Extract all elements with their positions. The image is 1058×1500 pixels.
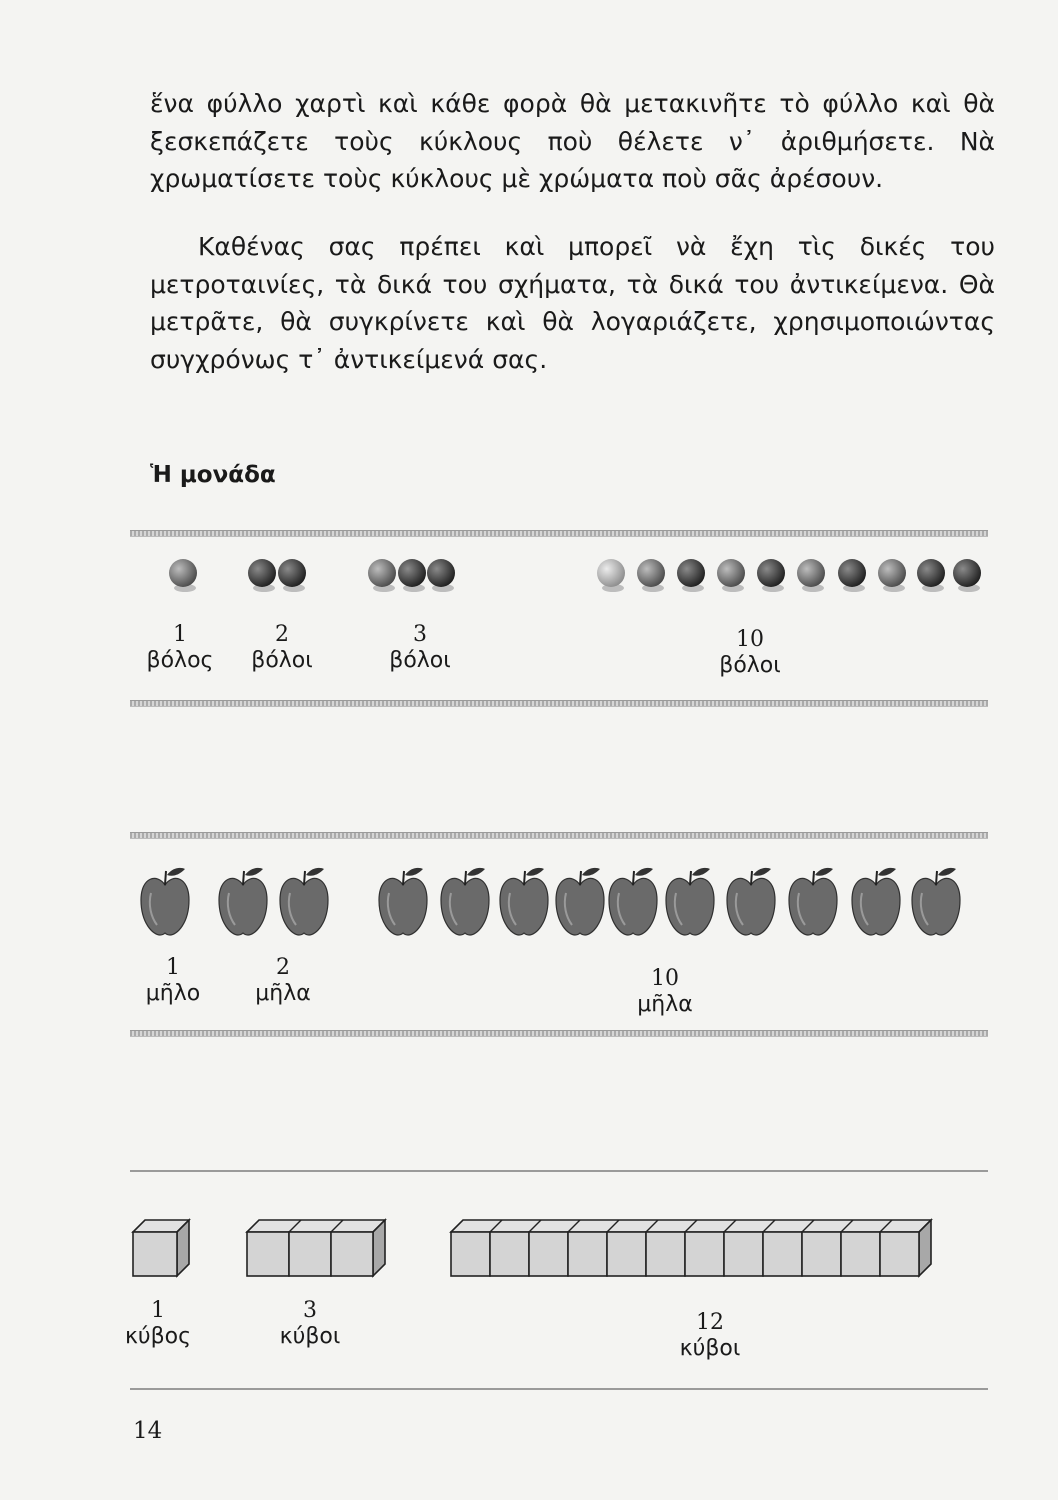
apple xyxy=(556,868,604,935)
marble-count: 1 xyxy=(173,622,187,647)
marble-label: βόλοι xyxy=(251,648,313,673)
cube xyxy=(607,1232,646,1276)
marble xyxy=(248,559,276,587)
paragraph-2: Καθένας σας πρέπει καὶ μπορεῖ νὰ ἔχη τὶς δικές του μετροταινίες, τὰ δικά του σχήματα, τὰ δικά του ἀντικείμενα. Θὰ μετρᾶτε, θὰ συγκρίνετε καὶ θὰ λογαριάζετε, χρησιμοποιώντας συγχρόνως τ᾽ ἀντικείμενά σας. xyxy=(150,232,995,374)
cube xyxy=(247,1232,289,1276)
cube-count: 1 xyxy=(151,1298,165,1323)
marble-count: 3 xyxy=(413,622,427,647)
divider xyxy=(130,1030,988,1037)
cube-count: 12 xyxy=(696,1310,724,1335)
marble xyxy=(757,559,785,587)
marble xyxy=(677,559,705,587)
cube-count: 3 xyxy=(303,1298,317,1323)
apple xyxy=(379,868,427,935)
cube-label: κύβοι xyxy=(279,1324,341,1349)
apple xyxy=(141,868,189,935)
apple-group-2 xyxy=(238,955,328,1007)
cube xyxy=(763,1232,802,1276)
marbles-illustration xyxy=(0,545,1058,605)
cube xyxy=(880,1232,919,1276)
divider xyxy=(130,1170,988,1172)
cube xyxy=(724,1232,763,1276)
marble xyxy=(278,559,306,587)
cube xyxy=(289,1232,331,1276)
cube xyxy=(568,1232,607,1276)
apple-count: 1 xyxy=(166,955,180,980)
marble-label: βόλοι xyxy=(719,653,781,678)
cube-group-12 xyxy=(665,1310,755,1362)
apples-illustration xyxy=(0,855,1058,950)
marble-group-1 xyxy=(130,622,230,674)
cube xyxy=(490,1232,529,1276)
cube xyxy=(841,1232,880,1276)
marble-label: βόλοι xyxy=(389,648,451,673)
apple-count: 10 xyxy=(651,966,679,991)
marble-group-10 xyxy=(700,627,800,679)
apple-label: μῆλο xyxy=(145,981,201,1006)
cube xyxy=(646,1232,685,1276)
divider xyxy=(130,530,988,537)
marble xyxy=(953,559,981,587)
cube-group-1 xyxy=(118,1298,198,1350)
marble-group-3 xyxy=(370,622,470,674)
marble-label: βόλος xyxy=(146,648,214,673)
marble xyxy=(878,559,906,587)
divider xyxy=(130,700,988,707)
apple xyxy=(280,868,328,935)
divider xyxy=(130,832,988,839)
apple xyxy=(441,868,489,935)
cube xyxy=(685,1232,724,1276)
marble-count: 10 xyxy=(736,627,764,652)
marble xyxy=(637,559,665,587)
apple-label: μῆλα xyxy=(255,981,311,1006)
marble xyxy=(717,559,745,587)
cube-row xyxy=(247,1220,385,1276)
cube-row xyxy=(451,1220,931,1276)
marble xyxy=(917,559,945,587)
marble xyxy=(427,559,455,587)
marble xyxy=(838,559,866,587)
cube xyxy=(133,1232,177,1276)
apple-label: μῆλα xyxy=(637,992,693,1017)
cube-label: κύβοι xyxy=(679,1336,741,1361)
marble xyxy=(169,559,197,587)
marble xyxy=(368,559,396,587)
paragraph-1: ἕνα φύλλο χαρτὶ καὶ κάθε φορὰ θὰ μετακινῆτε τὸ φύλλο καὶ θὰ ξεσκεπάζετε τοὺς κύκλους ποὺ θέλετε ν᾽ ἀριθμήσετε. Νὰ χρωματίσετε τοὺς κύκλους μὲ χρώματα ποὺ σᾶς ἀρέσουν. xyxy=(150,89,995,193)
apple-count: 2 xyxy=(276,955,290,980)
cubes-illustration xyxy=(0,1210,1058,1305)
apple xyxy=(912,868,960,935)
apple xyxy=(666,868,714,935)
cube-label: κύβος xyxy=(124,1324,192,1349)
divider xyxy=(130,1388,988,1390)
apple xyxy=(789,868,837,935)
cube xyxy=(331,1232,373,1276)
apple xyxy=(219,868,267,935)
marble xyxy=(398,559,426,587)
cube xyxy=(529,1232,568,1276)
marble-count: 2 xyxy=(275,622,289,647)
cube-group-3 xyxy=(265,1298,355,1350)
page-number: 14 xyxy=(133,1418,163,1444)
cube-row xyxy=(133,1220,189,1276)
apple-group-10 xyxy=(620,966,710,1018)
marble xyxy=(597,559,625,587)
marble-group-2 xyxy=(232,622,332,674)
apple xyxy=(500,868,548,935)
cube xyxy=(802,1232,841,1276)
marble xyxy=(797,559,825,587)
apple xyxy=(852,868,900,935)
apple xyxy=(609,868,657,935)
apple-group-1 xyxy=(128,955,218,1007)
apple xyxy=(727,868,775,935)
cube xyxy=(451,1232,490,1276)
section-heading: Ἡ μονάδα xyxy=(150,462,276,488)
